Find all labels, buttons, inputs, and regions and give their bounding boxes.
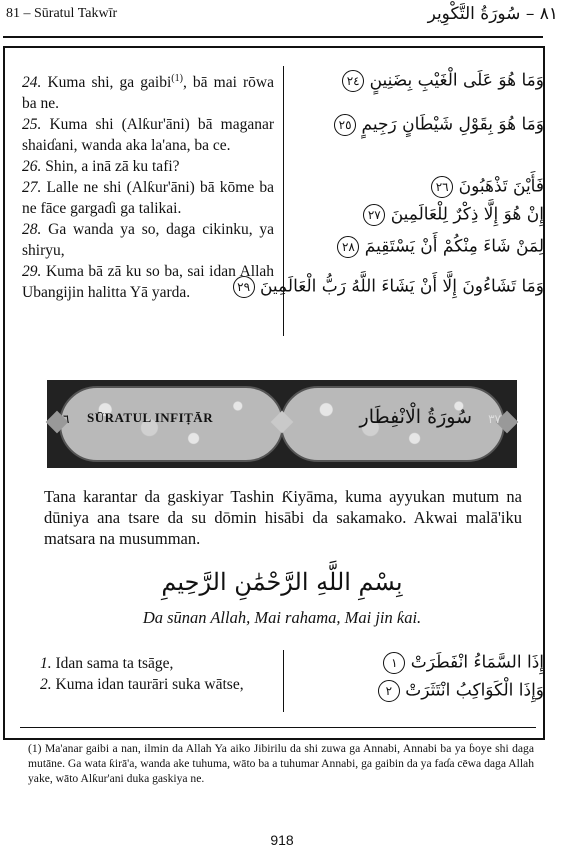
verse-number-marker: ٢٤: [342, 70, 364, 92]
arabic-verse-26: فَأَيْنَ تَذْهَبُونَ ٢٦: [429, 176, 544, 198]
banner-right-marker: ٣٧: [488, 412, 501, 426]
translation-column-bottom: [40, 653, 274, 695]
surah-title-latin: SŪRATUL INFIṬĀR: [87, 410, 214, 425]
verse-27: 27. Lalle ne shi (Alƙur'āni) bā kōme ba ne fāce gargaɗi ga talikai.: [22, 179, 275, 218]
verse-number-marker: ٢٩: [233, 276, 255, 298]
verse-28: 28. Ga wanda ya so, daga cikinku, ya shiryu,: [22, 221, 274, 260]
basmala-translation: Da sūnan Allah, Mai rahama, Mai jin ƙai.: [142, 608, 422, 627]
arabic-verse-29: وَمَا تَشَاءُونَ إِلَّا أَنْ يَشَاءَ اللَّهُ رَبُّ الْعَالَمِينَ ٢٩: [231, 276, 544, 298]
arabic-verse-1: إِذَا السَّمَاءُ انْفَطَرَتْ ١: [381, 652, 544, 674]
verse-number-marker: ٢٥: [334, 114, 356, 136]
verse-number-marker: ٢: [378, 680, 400, 702]
translation-column-top: [22, 68, 274, 303]
verse-25: 25. Kuma shi (Alƙur'āni) bā maganar shaiɗani, wanda aka la'ana, ba ce.: [22, 116, 274, 155]
footnote: (1) Ma'anar gaibi a nan, ilmin da Allah Ya aiko Jibirilu da shi zuwa ga Annabi, Annabi ba ya ɓoye shi daga mutāne. Ga wata ƙirā'a, wanda ake tuhuma, wāto ba a tuhumar Annabi, ga gaibin da ya faɗa cēwa daga Allah yake, wāto Alƙur'ani duka gaskiya ne.: [28, 742, 534, 785]
footnote-rule: [20, 727, 536, 728]
verse-1: 1. Idan sama ta tsāge,: [40, 655, 174, 672]
page-header-right: ٨١ – سُورَةُ التَّكْوِير: [427, 4, 558, 24]
header-rule: [3, 36, 543, 38]
arabic-verse-27: إِنْ هُوَ إِلَّا ذِكْرٌ لِلْعَالَمِينَ ٢٧: [361, 204, 544, 226]
banner-left-marker: ٦: [63, 412, 70, 426]
arabic-verse-28: لِمَنْ شَاءَ مِنْكُمْ أَنْ يَسْتَقِيمَ ٢٨: [335, 236, 544, 258]
verse-26: 26. Shin, a inā zā ku tafi?: [22, 158, 180, 176]
surah-title-arabic: سُورَةُ الْانْفِطَار: [359, 406, 472, 428]
column-divider-bottom: [283, 650, 284, 712]
verse-number-marker: ١: [383, 652, 405, 674]
page-number: 918: [270, 832, 294, 848]
verse-24: 24. Kuma shi, ga gaibi$^{(1)}$, bā mai rōwa ba ne.: [22, 73, 275, 113]
surah-title-banner: [47, 380, 517, 468]
arabic-verse-25: وَمَا هُوَ بِقَوْلِ شَيْطَانٍ رَجِيمٍ ٢٥: [332, 114, 544, 136]
basmala-arabic: بِسْمِ اللَّهِ الرَّحْمَٰنِ الرَّحِيمِ: [161, 568, 403, 596]
verse-number-marker: ٢٦: [431, 176, 453, 198]
arabic-verse-2: وَإِذَا الْكَوَاكِبُ انْتَثَرَتْ ٢: [376, 680, 544, 702]
footnote-marker[interactable]: (1): [171, 73, 183, 84]
page-header-left: 81 – Sūratul Takwīr: [6, 6, 118, 21]
verse-number-marker: ٢٨: [337, 236, 359, 258]
verse-29: 29. Kuma bā zā ku so ba, sai idan Allah Ubangijin halitta Yā yarda.: [22, 263, 275, 302]
verse-2: 2. Kuma idan taurāri suka wātse,: [40, 676, 244, 693]
surah-introduction: Tana karantar da gaskiyar Tashin Ƙiyāma, kuma ayyukan mutum na dūniya ana tsare da su dōmin hisābi da sakamako. Akwai malā'iku matsara na musumman.: [44, 487, 522, 548]
verse-number-marker: ٢٧: [363, 204, 385, 226]
arabic-verse-24: وَمَا هُوَ عَلَى الْغَيْبِ بِضَنِينٍ ٢٤: [340, 70, 544, 92]
